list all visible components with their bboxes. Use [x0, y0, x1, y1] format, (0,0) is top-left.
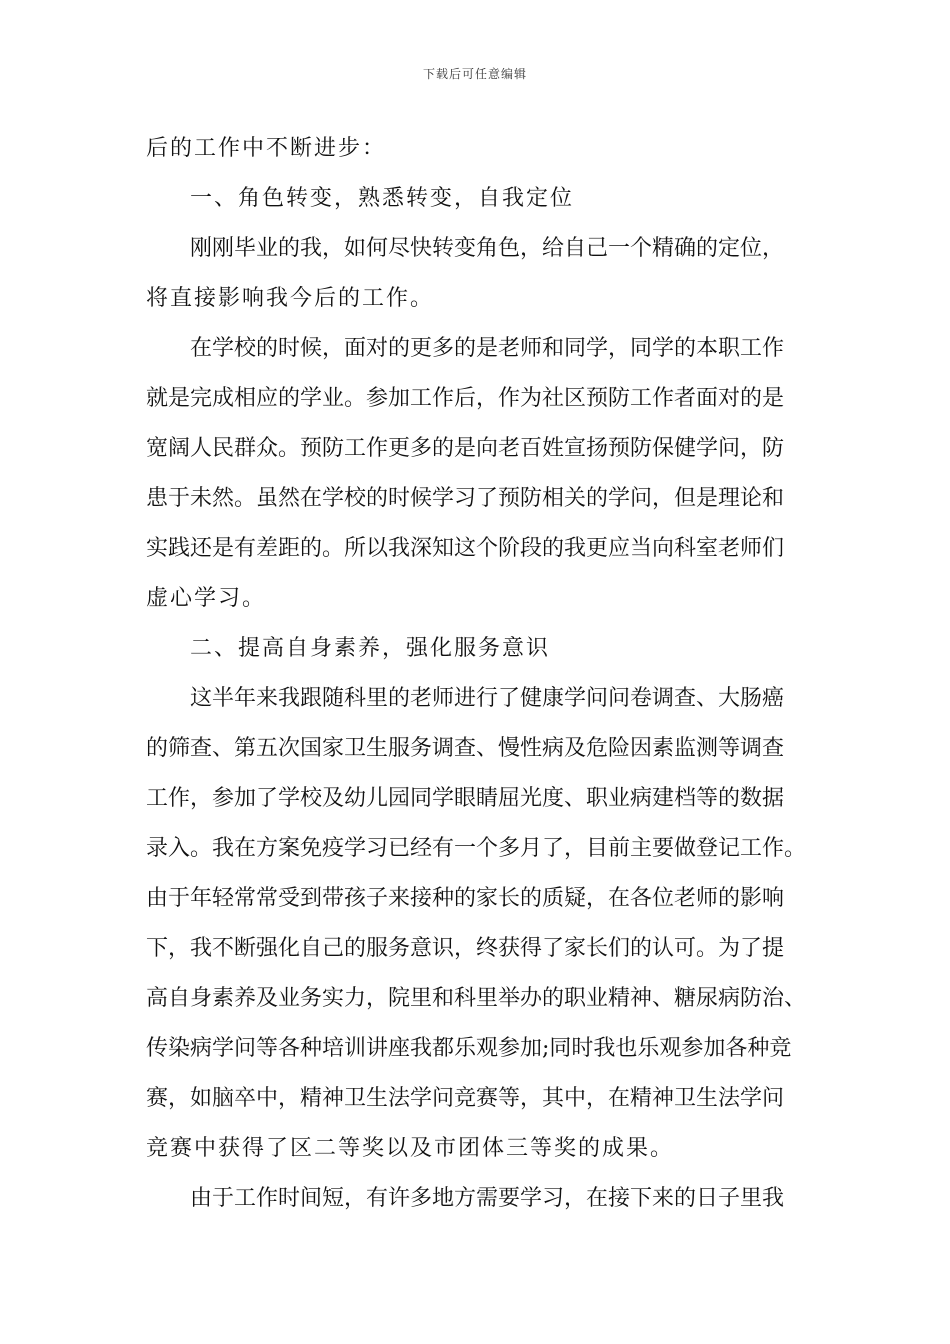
text-line: 一、角色转变，熟悉转变，自我定位: [190, 186, 575, 211]
text-line: 宽阔人民群众。预防工作更多的是向老百姓宣扬预防保健学问，防: [146, 436, 785, 461]
text-line: 录入。我在方案免疫学习已经有一个多月了，目前主要做登记工作。: [146, 836, 807, 861]
text-line: 工作，参加了学校及幼儿园同学眼睛屈光度、职业病建档等的数据: [146, 786, 785, 811]
text-line: 患于未然。虽然在学校的时候学习了预防相关的学问，但是理论和: [146, 486, 785, 511]
page-header-note: 下载后可任意编辑: [422, 67, 527, 81]
text-line: 这半年来我跟随科里的老师进行了健康学问问卷调查、大肠癌: [190, 686, 785, 711]
text-line: 就是完成相应的学业。参加工作后，作为社区预防工作者面对的是: [146, 386, 785, 411]
text-line: 实践还是有差距的。所以我深知这个阶段的我更应当向科室老师们: [146, 536, 785, 561]
document-body: [146, 124, 814, 1224]
text-line: 二、提高自身素养，强化服务意识: [190, 636, 551, 661]
text-line: 将直接影响我今后的工作。: [146, 286, 435, 311]
text-line: 由于工作时间短，有许多地方需要学习，在接下来的日子里我: [190, 1186, 785, 1211]
text-line: 刚刚毕业的我，如何尽快转变角色，给自己一个精确的定位，: [190, 236, 785, 261]
text-line: 在学校的时候，面对的更多的是老师和同学，同学的本职工作: [190, 336, 785, 361]
text-line: 高自身素养及业务实力，院里和科里举办的职业精神、糖尿病防治、: [146, 986, 807, 1011]
text-line: 由于年轻常常受到带孩子来接种的家长的质疑，在各位老师的影响: [146, 886, 785, 911]
text-line: 后的工作中不断进步：: [146, 136, 387, 161]
text-line: 传染病学问等各种培训讲座我都乐观参加;同时我也乐观参加各种竞: [146, 1036, 792, 1061]
text-line: 赛，如脑卒中，精神卫生法学问竞赛等，其中，在精神卫生法学问: [146, 1086, 785, 1111]
text-line: 的筛查、第五次国家卫生服务调查、慢性病及危险因素监测等调查: [146, 736, 785, 761]
text-line: 下，我不断强化自己的服务意识，终获得了家长们的认可。为了提: [146, 936, 785, 961]
text-line: 竞赛中获得了区二等奖以及市团体三等奖的成果。: [146, 1136, 675, 1161]
text-line: 虚心学习。: [146, 586, 267, 611]
